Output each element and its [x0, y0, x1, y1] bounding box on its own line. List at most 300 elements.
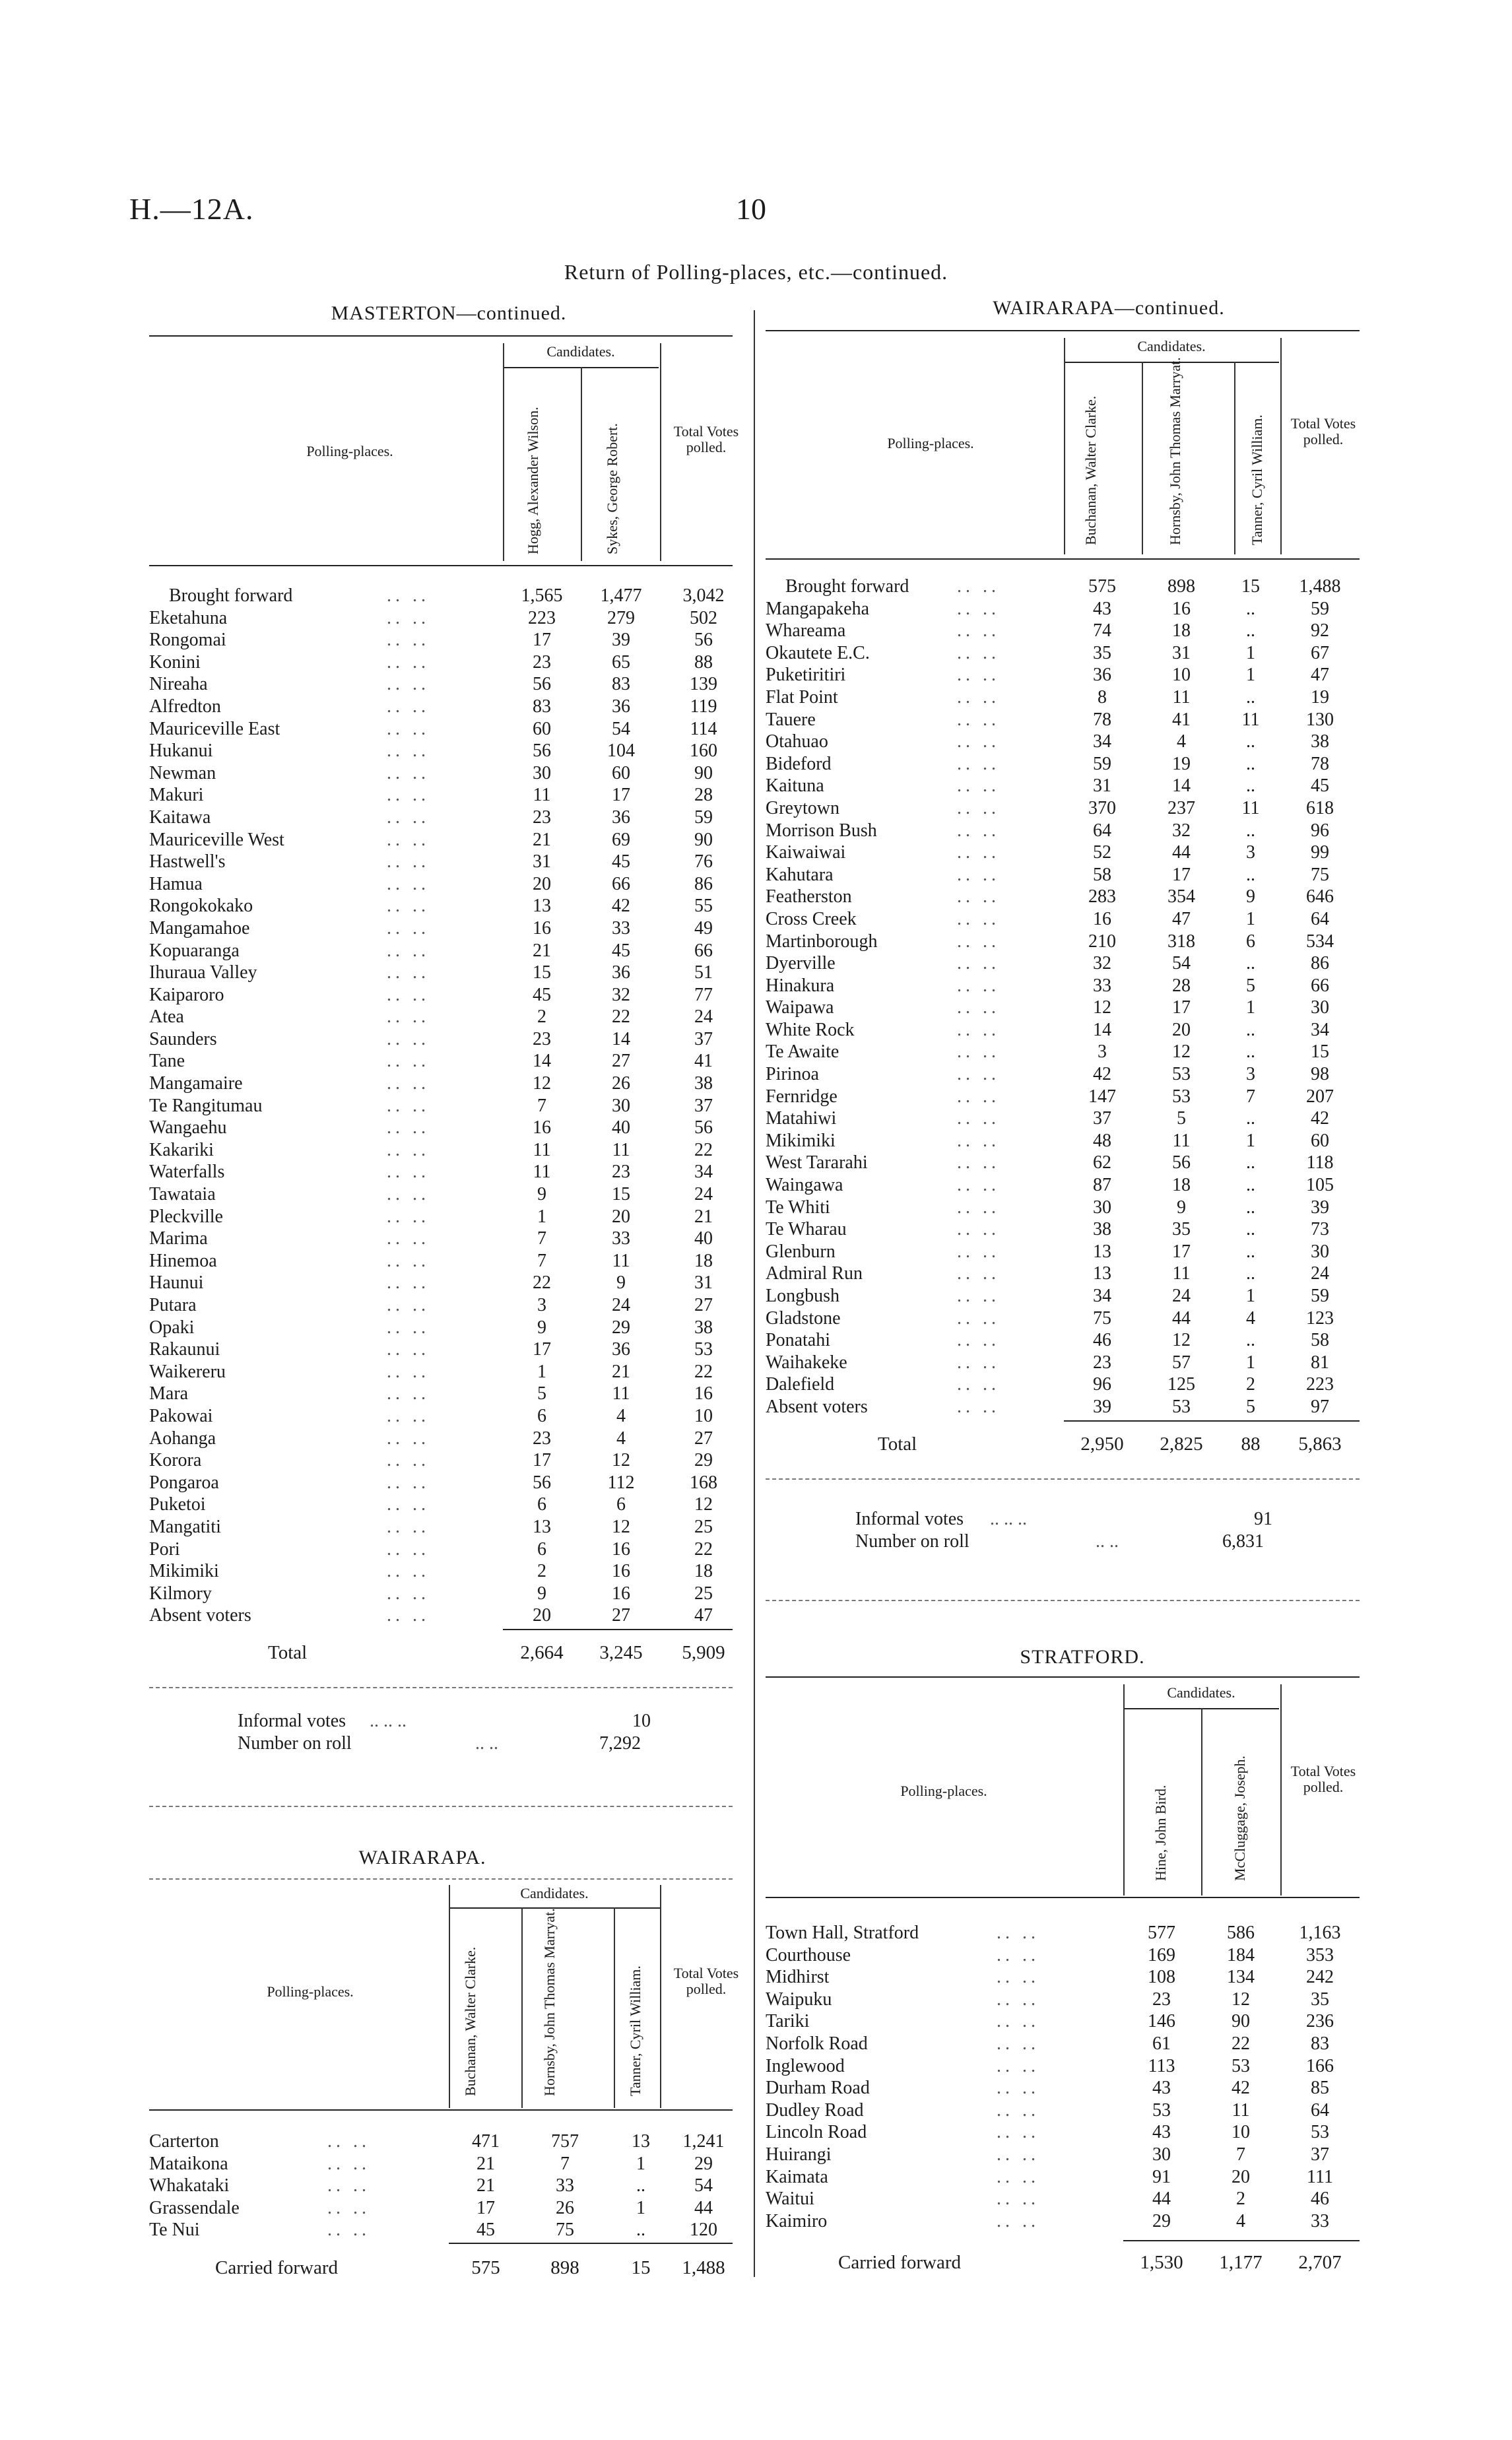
vote-cell: 21	[477, 2153, 495, 2174]
vote-cell: 15	[1311, 1041, 1329, 1063]
leader-dots: .. ..	[327, 2175, 370, 2196]
vote-cell: 85	[1311, 2078, 1329, 2099]
polling-place-name: Pongaroa	[149, 1472, 219, 1493]
vote-cell: 139	[690, 674, 717, 695]
table-row	[766, 797, 1366, 820]
vote-cell: 207	[1306, 1086, 1334, 1107]
polling-place-name: Absent voters	[149, 1605, 251, 1626]
vote-cell: 9	[537, 1317, 546, 1338]
table-row	[149, 585, 743, 607]
vote-cell: 20	[612, 1206, 630, 1227]
table-row	[149, 1583, 743, 1605]
masterton-rows	[149, 585, 743, 1627]
polling-place-name: Mangamahoe	[149, 917, 250, 939]
col-rule	[614, 1907, 615, 2108]
table-row	[149, 1338, 743, 1361]
polling-place-name: Cross Creek	[766, 908, 857, 929]
vote-cell: 37	[694, 1095, 713, 1116]
vote-cell: 168	[690, 1472, 717, 1493]
vote-cell: 49	[694, 917, 713, 939]
vote-cell: 134	[1227, 1967, 1255, 1988]
vote-cell: 3	[537, 1295, 546, 1315]
vote-cell: 13	[533, 896, 551, 917]
total-value: 3,245	[599, 1642, 643, 1663]
table-row	[766, 2121, 1366, 2144]
polling-place-name: Huirangi	[766, 2144, 832, 2165]
leader-dots: .. ..	[387, 1361, 430, 1382]
vote-cell: 22	[1232, 2033, 1250, 2054]
polling-place-name: Fernridge	[766, 1086, 838, 1107]
table-row	[766, 2144, 1366, 2166]
vote-cell: 1,163	[1299, 1923, 1341, 1943]
col-rule	[1142, 362, 1143, 554]
table-row	[766, 841, 1366, 864]
polling-place-name: Featherston	[766, 886, 852, 907]
table-row	[766, 864, 1366, 886]
vote-cell: 47	[1311, 665, 1329, 686]
vote-cell: 75	[556, 2220, 574, 2241]
leader-dots: .. ..	[957, 642, 1000, 663]
table-row	[766, 775, 1366, 797]
vote-cell: 69	[612, 829, 630, 850]
vote-cell: 184	[1227, 1944, 1255, 1965]
table-row	[766, 1086, 1366, 1108]
vote-cell: 13	[1093, 1241, 1111, 1262]
polling-place-name: Puketiritiri	[766, 665, 846, 686]
leader-dots: .. ..	[387, 1450, 430, 1471]
vote-cell: 646	[1306, 886, 1334, 907]
vote-cell: 1,241	[682, 2131, 725, 2152]
vote-cell: 354	[1167, 886, 1195, 907]
table-row	[766, 1218, 1366, 1241]
table-row	[149, 1428, 743, 1450]
vote-cell: 32	[1093, 953, 1111, 974]
vote-cell: 471	[472, 2131, 500, 2152]
vote-cell: 42	[612, 896, 630, 917]
vote-cell: 14	[1093, 1019, 1111, 1040]
vote-cell: 21	[477, 2175, 495, 2196]
vote-cell: 11	[612, 1250, 630, 1271]
total-rule	[503, 1629, 733, 1630]
table-row	[766, 731, 1366, 753]
polling-place-name: Mangamaire	[149, 1073, 243, 1094]
leader-dots: .. ..	[387, 829, 430, 850]
vote-cell: 52	[1093, 842, 1111, 863]
leader-dots: .. ..	[957, 1219, 1000, 1240]
polling-place-name: Glenburn	[766, 1241, 836, 1262]
vote-cell: ..	[1246, 864, 1255, 885]
table-row	[766, 908, 1366, 931]
col-rule	[1280, 1684, 1282, 1896]
polling-place-name: White Rock	[766, 1019, 855, 1040]
vote-cell: 42	[1232, 2078, 1250, 2099]
vote-cell: 90	[694, 829, 713, 850]
vote-cell: 37	[694, 1028, 713, 1049]
vote-cell: 44	[1152, 2189, 1171, 2210]
vote-cell: 577	[1148, 1923, 1175, 1943]
vote-cell: 32	[612, 984, 630, 1005]
vote-cell: ..	[1246, 820, 1255, 841]
vote-cell: 236	[1306, 2011, 1334, 2032]
vote-cell: 118	[1306, 1152, 1334, 1173]
vote-cell: 353	[1306, 1944, 1334, 1965]
vote-cell: 7	[537, 1095, 546, 1116]
polling-place-name: Tawataia	[149, 1184, 216, 1205]
vote-cell: 54	[612, 718, 630, 739]
vote-cell: 11	[1172, 1130, 1191, 1151]
table-row	[149, 740, 743, 762]
leader-dots: .. ..	[997, 1923, 1039, 1943]
polling-place-name: Pleckville	[149, 1206, 223, 1227]
vote-cell: 3	[1246, 1064, 1255, 1085]
vote-cell: 47	[694, 1605, 713, 1626]
table-row	[149, 718, 743, 741]
polling-place-name: Tane	[149, 1051, 185, 1072]
vote-cell: 26	[612, 1073, 630, 1094]
vote-cell: 9	[1177, 1197, 1186, 1218]
vote-cell: 30	[1093, 1197, 1111, 1218]
vote-cell: 7	[560, 2153, 570, 2174]
polling-place-name: Rongokokako	[149, 896, 253, 917]
polling-place-name: Waihakeke	[766, 1352, 847, 1373]
vote-cell: 17	[477, 2197, 495, 2218]
table-row	[766, 1107, 1366, 1130]
candidate-mccluggage: McCluggage, Joseph.	[1232, 1755, 1248, 1881]
vote-cell: 24	[694, 1006, 713, 1028]
vote-cell: 2	[1246, 1374, 1255, 1395]
vote-cell: 13	[1093, 1263, 1111, 1284]
polling-place-name: Saunders	[149, 1028, 217, 1049]
polling-places-label: Polling-places.	[306, 443, 393, 459]
leader-dots: .. ..	[327, 2153, 370, 2174]
table-row	[766, 820, 1366, 842]
polling-place-name: Brought forward	[169, 585, 293, 606]
leader-dots: .. ..	[997, 2166, 1039, 2187]
leader-dots: .. ..	[387, 1272, 430, 1294]
polling-place-name: Kahutara	[766, 864, 834, 885]
vote-cell: 119	[690, 696, 717, 717]
total-value: 5,909	[682, 1642, 725, 1663]
leader-dots: .. ..	[957, 731, 1000, 752]
table-top-rule	[766, 1676, 1360, 1678]
leader-dots: .. ..	[387, 741, 430, 762]
vote-cell: 7	[537, 1250, 546, 1271]
table-row	[766, 709, 1366, 731]
polling-place-name: Waikereru	[149, 1361, 226, 1382]
vote-cell: 44	[694, 2197, 713, 2218]
total-value: 88	[1241, 1434, 1261, 1455]
candidates-label: Candidates.	[1167, 1684, 1235, 1701]
vote-cell: 96	[1311, 820, 1329, 841]
vote-cell: 27	[694, 1428, 713, 1449]
vote-cell: 279	[607, 607, 635, 628]
vote-cell: 27	[694, 1295, 713, 1315]
polling-place-name: Admiral Run	[766, 1263, 863, 1284]
leader-dots: .. ..	[387, 1095, 430, 1116]
table-row	[149, 1117, 743, 1139]
vote-cell: ..	[1246, 753, 1255, 774]
vote-cell: 38	[694, 1317, 713, 1338]
table-row	[149, 1494, 743, 1516]
leader-dots: .. ..	[387, 1250, 430, 1271]
table-row	[766, 975, 1366, 997]
vote-cell: 33	[556, 2175, 574, 2196]
candidate-buchanan: Buchanan, Walter Clarke.	[1082, 395, 1099, 545]
candidate-sykes: Sykes, George Robert.	[604, 423, 620, 554]
leader-dots: .. ..	[387, 851, 430, 873]
vote-cell: 130	[1306, 709, 1334, 730]
vote-cell: 5	[1246, 975, 1255, 996]
col-rule	[581, 367, 582, 561]
leader-dots: .. ..	[957, 686, 1000, 708]
vote-cell: 44	[1172, 842, 1191, 863]
leader-dots: .. ..	[387, 674, 430, 695]
table-row	[149, 1072, 743, 1095]
table-row	[149, 1383, 743, 1405]
leader-dots: .. ..	[957, 1352, 1000, 1373]
polling-place-name: Putara	[149, 1295, 197, 1315]
leader-dots: .. ..	[997, 2122, 1039, 2143]
vote-cell: 74	[1093, 620, 1111, 642]
vote-cell: 29	[612, 1317, 630, 1338]
table-bottom-rule	[149, 1687, 733, 1688]
total-value: 1,488	[682, 2257, 725, 2278]
leader-dots: .. ..	[387, 1516, 430, 1537]
vote-cell: 3	[1246, 842, 1255, 863]
polling-places-label: Polling-places.	[267, 1983, 354, 2000]
leader-dots: .. ..	[387, 1162, 430, 1183]
table-row	[149, 1294, 743, 1317]
leader-dots: .. ..	[997, 2210, 1039, 2231]
vote-cell: 53	[694, 1339, 713, 1360]
vote-cell: 83	[612, 674, 630, 695]
vote-cell: 20	[1232, 2166, 1250, 2187]
vote-cell: 223	[1306, 1374, 1334, 1395]
vote-cell: 83	[533, 696, 551, 717]
informal-votes-label: Informal votes	[855, 1509, 964, 1529]
vote-cell: 86	[694, 873, 713, 894]
polling-place-name: Mataikona	[149, 2153, 228, 2174]
leader-dots: .. ..	[327, 2197, 370, 2218]
vote-cell: 34	[694, 1162, 713, 1183]
leader-dots: .. ..	[957, 1152, 1000, 1173]
vote-cell: 31	[533, 851, 551, 873]
table-row	[149, 895, 743, 917]
leader-dots: .. ..	[387, 1006, 430, 1028]
vote-cell: 10	[1172, 665, 1191, 686]
vote-cell: 38	[1311, 731, 1329, 752]
leader-dots: .. ..	[957, 1374, 1000, 1395]
leader-dots: .. ..	[997, 1989, 1039, 2010]
vote-cell: 12	[533, 1073, 551, 1094]
vote-cell: 59	[1311, 598, 1329, 619]
vote-cell: 58	[1093, 864, 1111, 885]
leader-dots: .. ..	[997, 2033, 1039, 2054]
polling-place-name: Courthouse	[766, 1944, 851, 1965]
leader-dots: .. ..	[387, 1051, 430, 1072]
polling-place-name: Te Nui	[149, 2220, 200, 2241]
total-value: 2,825	[1160, 1434, 1203, 1455]
vote-cell: 77	[694, 984, 713, 1005]
vote-cell: 1	[1246, 1130, 1255, 1151]
vote-cell: 9	[1246, 886, 1255, 907]
leader-dots: .. .. ..	[370, 1711, 407, 1731]
table-row	[149, 629, 743, 651]
polling-place-name: Kopuaranga	[149, 940, 240, 961]
table-row	[149, 696, 743, 718]
wairarapa-rows	[149, 2130, 743, 2241]
vote-cell: 32	[1172, 820, 1191, 841]
polling-place-name: Dalefield	[766, 1374, 835, 1395]
masterton-heading: MASTERTON—continued.	[331, 302, 567, 324]
vote-cell: 5	[1177, 1108, 1186, 1129]
vote-cell: 12	[612, 1450, 630, 1471]
polling-place-name: Haunui	[149, 1272, 204, 1294]
leader-dots: .. ..	[387, 1073, 430, 1094]
vote-cell: 14	[612, 1028, 630, 1049]
table-row	[149, 651, 743, 674]
table-row	[766, 642, 1366, 665]
vote-cell: 17	[1172, 1241, 1191, 1262]
stratford-heading: STRATFORD.	[1020, 1646, 1145, 1668]
table-row	[149, 1472, 743, 1494]
table-row	[149, 1228, 743, 1250]
table-row	[766, 620, 1366, 642]
vote-cell: 22	[694, 1139, 713, 1160]
leader-dots: .. ..	[957, 1019, 1000, 1040]
table-row	[149, 1449, 743, 1472]
leader-dots: .. ..	[387, 1339, 430, 1360]
table-row	[766, 1174, 1366, 1197]
total-value: 575	[471, 2257, 500, 2278]
vote-cell: ..	[1246, 1241, 1255, 1262]
vote-cell: 41	[694, 1051, 713, 1072]
vote-cell: 575	[1088, 576, 1116, 597]
vote-cell: 61	[1152, 2033, 1171, 2054]
vote-cell: 1	[537, 1206, 546, 1227]
vote-cell: 56	[1172, 1152, 1191, 1173]
polling-place-name: Kakariki	[149, 1139, 214, 1160]
leader-dots: .. ..	[957, 1307, 1000, 1329]
leader-dots: .. ..	[387, 1206, 430, 1227]
polling-place-name: Te Awaite	[766, 1041, 839, 1063]
leader-dots: .. ..	[957, 1175, 1000, 1196]
informal-votes-value: 91	[1254, 1509, 1272, 1529]
leader-dots: .. ..	[387, 1028, 430, 1049]
leader-dots: .. ..	[957, 842, 1000, 863]
vote-cell: 18	[694, 1561, 713, 1582]
vote-cell: 56	[694, 1117, 713, 1138]
vote-cell: 19	[1311, 686, 1329, 708]
table-row	[766, 952, 1366, 975]
vote-cell: 35	[1311, 1989, 1329, 2010]
polling-place-name: Kaituna	[766, 775, 824, 797]
vote-cell: 96	[1093, 1374, 1111, 1395]
vote-cell: 10	[1232, 2122, 1250, 2143]
total-label: Carried forward	[215, 2257, 338, 2278]
vote-cell: 166	[1306, 2055, 1334, 2076]
polling-place-name: Flat Point	[766, 686, 838, 708]
vote-cell: 223	[528, 607, 556, 628]
vote-cell: ..	[1246, 953, 1255, 974]
vote-cell: 47	[1172, 908, 1191, 929]
vote-cell: ..	[636, 2175, 645, 2196]
vote-cell: 1	[1246, 1286, 1255, 1306]
vote-cell: 1	[636, 2153, 645, 2174]
vote-cell: 53	[1172, 1086, 1191, 1107]
vote-cell: 97	[1311, 1396, 1329, 1417]
vote-cell: 22	[612, 1006, 630, 1028]
vote-cell: 17	[1172, 864, 1191, 885]
polling-place-name: Midhirst	[766, 1967, 830, 1988]
leader-dots: .. ..	[957, 709, 1000, 730]
vote-cell: 24	[612, 1295, 630, 1315]
vote-cell: 1,488	[1299, 576, 1341, 597]
table-bottom-rule	[766, 1478, 1360, 1480]
polling-place-name: Kaimiro	[766, 2210, 828, 2231]
total-value: 2,950	[1080, 1434, 1124, 1455]
vote-cell: 15	[533, 962, 551, 983]
vote-cell: 60	[612, 762, 630, 783]
vote-cell: 502	[690, 607, 717, 628]
vote-cell: 104	[607, 741, 635, 762]
vote-cell: 12	[1172, 1041, 1191, 1063]
polling-place-name: Matahiwi	[766, 1108, 837, 1129]
leader-dots: .. ..	[387, 1117, 430, 1138]
vote-cell: ..	[1246, 1152, 1255, 1173]
vote-cell: 36	[1093, 665, 1111, 686]
vote-cell: 78	[1093, 709, 1111, 730]
table-row	[766, 1352, 1366, 1374]
polling-place-name: Whareama	[766, 620, 846, 642]
vote-cell: 16	[612, 1538, 630, 1560]
table-row	[766, 1130, 1366, 1152]
vote-cell: 37	[1093, 1108, 1111, 1129]
total-votes-label: Total Votes polled.	[1290, 415, 1356, 447]
vote-cell: 53	[1172, 1396, 1191, 1417]
vote-cell: 75	[1093, 1307, 1111, 1329]
vote-cell: 91	[1152, 2166, 1171, 2187]
vote-cell: 8	[1098, 686, 1107, 708]
stratford-rows	[766, 1922, 1366, 2232]
vote-cell: 9	[616, 1272, 626, 1294]
leader-dots: .. ..	[387, 1494, 430, 1515]
table-row	[149, 2130, 743, 2153]
number-on-roll-label: Number on roll	[855, 1531, 970, 1552]
candidate-hogg: Hogg, Alexander Wilson.	[525, 407, 541, 554]
leader-dots: .. ..	[957, 598, 1000, 619]
vote-cell: 31	[694, 1272, 713, 1294]
polling-place-name: Waipawa	[766, 997, 834, 1018]
vote-cell: 60	[1311, 1130, 1329, 1151]
polling-place-name: Brought forward	[785, 576, 909, 597]
vote-cell: ..	[1246, 1219, 1255, 1240]
vote-cell: 53	[1152, 2099, 1171, 2121]
vote-cell: 12	[1172, 1330, 1191, 1351]
vote-cell: 12	[1232, 1989, 1250, 2010]
vote-cell: 4	[1177, 731, 1186, 752]
polling-place-name: Martinborough	[766, 931, 878, 952]
vote-cell: 43	[1152, 2078, 1171, 2099]
vote-cell: 21	[533, 829, 551, 850]
polling-place-name: Durham Road	[766, 2078, 870, 2099]
wairarapa-continued-rows	[766, 576, 1366, 1418]
vote-cell: 11	[612, 1383, 630, 1404]
leader-dots: .. ..	[387, 896, 430, 917]
total-value: 898	[550, 2257, 579, 2278]
col-rule	[1123, 1684, 1125, 1896]
polling-place-name: Mikimiki	[766, 1130, 836, 1151]
